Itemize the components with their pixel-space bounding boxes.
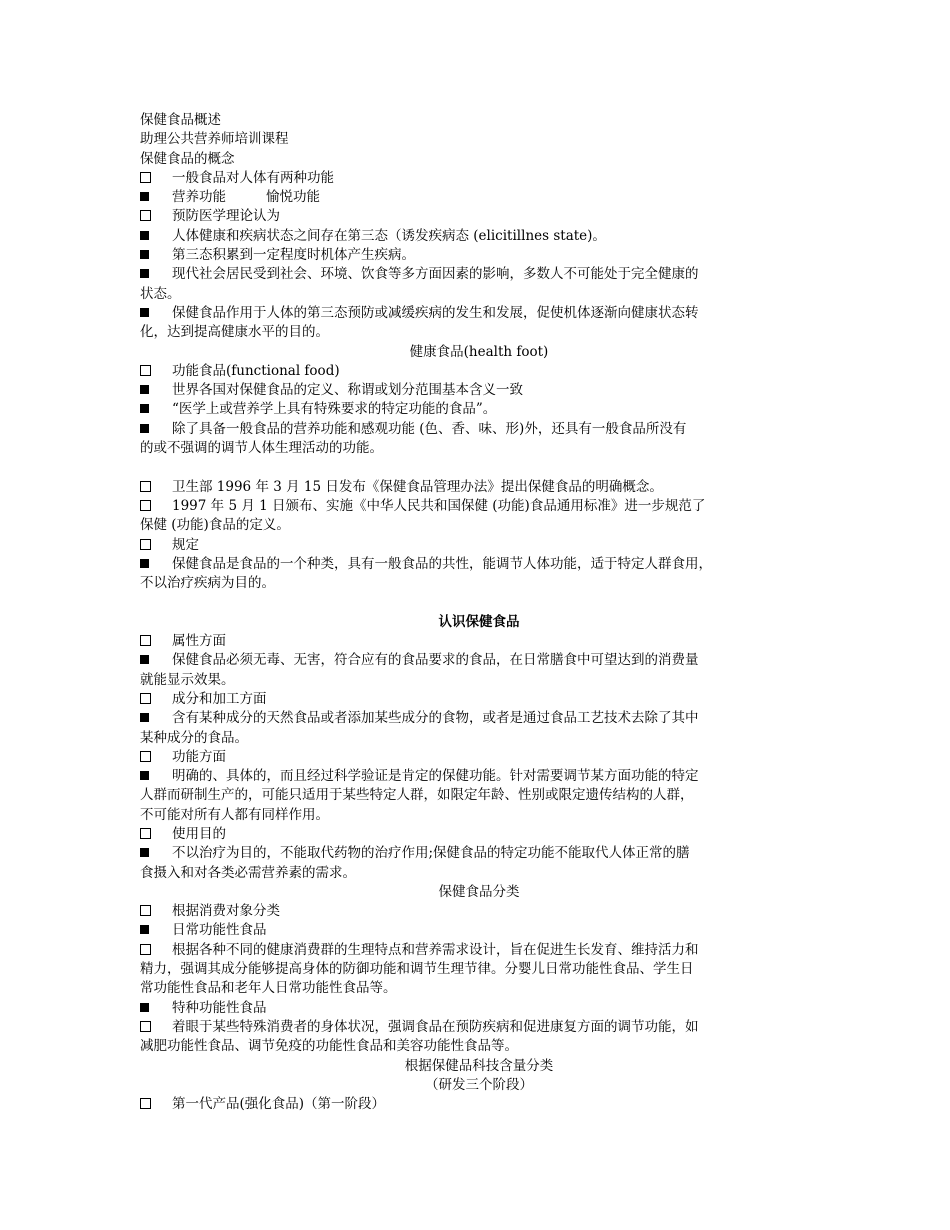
hollow-square-bullet-icon xyxy=(140,365,151,376)
list-item: 现代社会居民受到社会、环境、饮食等多方面因素的影响，多数人不可能处于完全健康的 xyxy=(140,265,818,284)
list-item: 1997 年 5 月 1 日颁布、实施《中华人民共和国保健 (功能)食品通用标准》进一步规范了 xyxy=(140,497,818,516)
document-title: 保健食品概述 xyxy=(140,112,221,128)
list-item: 保健食品必须无毒、无害，符合应有的食品要求的食品，在日常膳食中可望达到的消费量 xyxy=(140,651,818,670)
hollow-square-bullet-icon xyxy=(140,905,151,916)
solid-square-bullet-icon xyxy=(140,559,149,568)
hollow-square-bullet-icon xyxy=(140,751,151,762)
paragraph-continuation: 状态。 xyxy=(140,285,181,302)
list-item: “医学上或营养学上具有特殊要求的特定功能的食品”。 xyxy=(140,400,818,419)
list-item: 预防医学理论认为 xyxy=(140,207,818,226)
solid-square-bullet-icon xyxy=(140,404,149,413)
solid-square-bullet-icon xyxy=(140,269,149,278)
know-health-food-heading: 认识保健食品 xyxy=(438,613,520,630)
list-item: 人体健康和疾病状态之间存在第三态（诱发疾病态 (elicitillnes state)。 xyxy=(140,227,818,246)
list-item: 第一代产品(强化食品)（第一阶段） xyxy=(140,1095,818,1114)
solid-square-bullet-icon xyxy=(140,771,149,780)
solid-square-bullet-icon xyxy=(140,925,149,934)
hollow-square-bullet-icon xyxy=(140,500,151,511)
hollow-square-bullet-icon xyxy=(140,828,151,839)
list-item: 使用目的 xyxy=(140,825,818,844)
course-name: 助理公共营养师培训课程 xyxy=(140,131,289,148)
list-item: 日常功能性食品 xyxy=(140,921,818,940)
list-item: 除了具备一般食品的营养功能和感观功能 (色、香、味、形)外，还具有一般食品所没有 xyxy=(140,420,818,439)
health-food-heading: 健康食品(health foot) xyxy=(409,343,549,360)
list-item: 根据各种不同的健康消费群的生理特点和营养需求设计，旨在促进生长发育、维持活力和 xyxy=(140,941,818,960)
solid-square-bullet-icon xyxy=(140,1003,149,1012)
paragraph-continuation: 保健 (功能)食品的定义。 xyxy=(140,517,290,534)
blank-line xyxy=(140,458,818,477)
section-title: 保健食品的概念 xyxy=(140,150,235,167)
hollow-square-bullet-icon xyxy=(140,1021,151,1032)
list-item: 不以治疗为目的，不能取代药物的治疗作用;保健食品的特定功能不能取代人体正常的膳 xyxy=(140,844,818,863)
list-item: 保健食品是食品的一个种类，具有一般食品的共性，能调节人体功能，适于特定人群食用， xyxy=(140,555,818,574)
list-item: 第三态积累到一定程度时机体产生疾病。 xyxy=(140,246,818,265)
solid-square-bullet-icon xyxy=(140,308,149,317)
hollow-square-bullet-icon xyxy=(140,944,151,955)
hollow-square-bullet-icon xyxy=(140,539,151,550)
list-item: 根据消费对象分类 xyxy=(140,902,818,921)
list-item: 保健食品作用于人体的第三态预防或减缓疾病的发生和发展，促使机体逐渐向健康状态转 xyxy=(140,304,818,323)
paragraph-continuation: 化，达到提高健康水平的目的。 xyxy=(140,324,329,341)
solid-square-bullet-icon xyxy=(140,424,149,433)
list-item: 卫生部 1996 年 3 月 15 日发布《保健食品管理办法》提出保健食品的明确概念。 xyxy=(140,478,818,497)
solid-square-bullet-icon xyxy=(140,192,149,201)
list-item: 功能方面 xyxy=(140,748,818,767)
list-item: 一般食品对人体有两种功能 xyxy=(140,169,818,188)
paragraph-continuation: 某种成分的食品。 xyxy=(140,729,248,746)
solid-square-bullet-icon xyxy=(140,655,149,664)
paragraph-continuation: 不以治疗疾病为目的。 xyxy=(140,575,275,592)
paragraph-continuation: 人群而研制生产的，可能只适用于某些特定人群，如限定年龄、性别或限定遗传结构的人群， xyxy=(140,787,694,804)
list-item: 特种功能性食品 xyxy=(140,999,818,1018)
list-item: 属性方面 xyxy=(140,632,818,651)
list-item: 含有某种成分的天然食品或者添加某些成分的食物，或者是通过食品工艺技术去除了其中 xyxy=(140,709,818,728)
hollow-square-bullet-icon xyxy=(140,210,151,221)
hollow-square-bullet-icon xyxy=(140,693,151,704)
paragraph-continuation: 就能显示效果。 xyxy=(140,671,235,688)
solid-square-bullet-icon xyxy=(140,231,149,240)
paragraph-continuation: 常功能性食品和老年人日常功能性食品等。 xyxy=(140,980,397,997)
paragraph-continuation: 精力，强调其成分能够提高身体的防御功能和调节生理节律。分婴儿日常功能性食品、学生日 xyxy=(140,961,694,978)
solid-square-bullet-icon xyxy=(140,848,149,857)
tech-classification-heading: 根据保健品科技含量分类 xyxy=(404,1057,554,1074)
list-item: 世界各国对保健食品的定义、称谓或划分范围基本含义一致 xyxy=(140,381,818,400)
list-item: 成分和加工方面 xyxy=(140,690,818,709)
list-item: 明确的、具体的，而且经过科学验证是肯定的保健功能。针对需要调节某方面功能的特定 xyxy=(140,767,818,786)
list-item: 功能食品(functional food) xyxy=(140,362,818,381)
tech-classification-subheading: （研发三个阶段） xyxy=(425,1076,533,1093)
hollow-square-bullet-icon xyxy=(140,1098,151,1109)
hollow-square-bullet-icon xyxy=(140,635,151,646)
paragraph-continuation: 食摄入和对各类必需营养素的需求。 xyxy=(140,864,356,881)
paragraph-continuation: 的或不强调的调节人体生理活动的功能。 xyxy=(140,440,383,457)
paragraph-continuation: 不可能对所有人都有同样作用。 xyxy=(140,806,329,823)
solid-square-bullet-icon xyxy=(140,713,149,722)
hollow-square-bullet-icon xyxy=(140,172,151,183)
list-item: 着眼于某些特殊消费者的身体状况，强调食品在预防疾病和促进康复方面的调节功能，如 xyxy=(140,1018,818,1037)
solid-square-bullet-icon xyxy=(140,385,149,394)
solid-square-bullet-icon xyxy=(140,250,149,259)
list-item: 规定 xyxy=(140,536,818,555)
classification-heading: 保健食品分类 xyxy=(438,883,520,900)
hollow-square-bullet-icon xyxy=(140,481,151,492)
list-item: 营养功能 愉悦功能 xyxy=(140,188,818,207)
paragraph-continuation: 减肥功能性食品、调节免疫的功能性食品和美容功能性食品等。 xyxy=(140,1038,518,1055)
blank-line xyxy=(140,593,818,612)
